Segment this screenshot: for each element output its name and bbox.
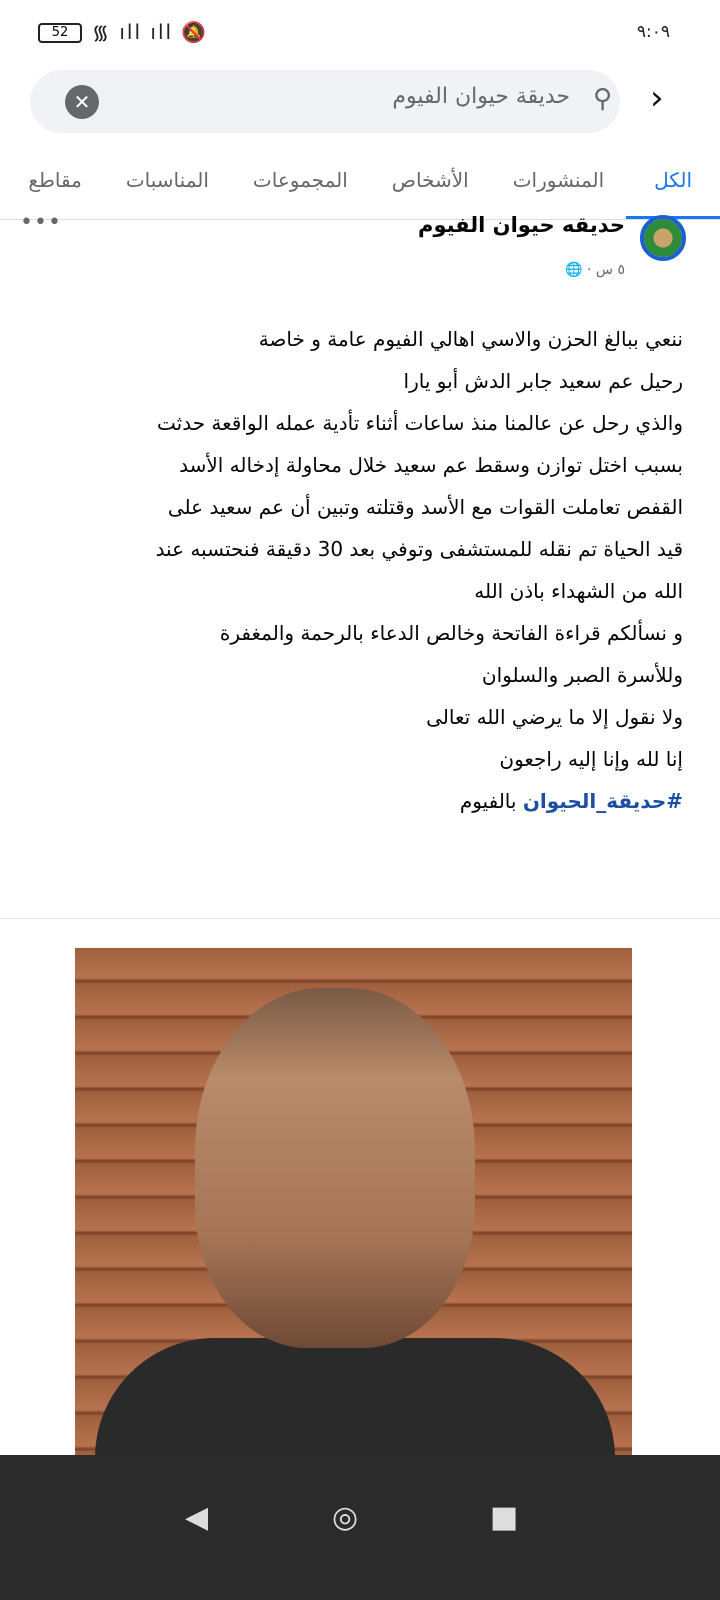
tab-videos[interactable]: مقاطع	[28, 168, 82, 192]
tab-people[interactable]: الأشخاص	[391, 168, 469, 192]
globe-icon: 🌐	[565, 262, 583, 278]
text-line: القفص تعاملت القوات مع الأسد وقتلته وتبين أن عم سعيد على	[167, 495, 683, 519]
text-line: و نسألكم قراءة الفاتحة وخالص الدعاء بالرحمة والمغفرة	[219, 621, 683, 645]
post-author[interactable]: حديقه حيوان الفيوم	[418, 213, 625, 237]
text-line: قيد الحياة تم نقله للمستشفى وتوفي بعد 30 دقيقة فنحتسبه عند	[155, 537, 683, 561]
text-line: رحيل عم سعيد جابر الدش أبو يارا	[403, 369, 683, 393]
search-input[interactable]: حديقة حيوان الفيوم	[392, 84, 570, 109]
clock: ٩:٠٩	[636, 22, 670, 42]
post-photo[interactable]	[75, 948, 632, 1455]
more-options-icon[interactable]: •••	[20, 210, 62, 235]
hashtag-suffix: بالفيوم	[459, 789, 523, 813]
tab-all[interactable]: الكل	[626, 160, 720, 220]
text-line: ولا نقول إلا ما يرضي الله تعالى	[426, 705, 683, 729]
home-nav-icon[interactable]: ◎	[332, 1500, 359, 1535]
back-button[interactable]: ›	[650, 78, 664, 118]
tab-posts[interactable]: المنشورات	[512, 168, 605, 192]
status-bar	[0, 0, 720, 60]
tab-events[interactable]: المناسبات	[125, 168, 209, 192]
text-line: والذي رحل عن عالمنا منذ ساعات أثناء تأدية عمله الواقعة حدثت	[156, 411, 683, 435]
photo-face	[195, 988, 475, 1348]
search-icon: ⚲	[592, 84, 612, 114]
tab-groups[interactable]: المجموعات	[252, 168, 348, 192]
battery-icon: 52	[38, 23, 82, 43]
text-line: ننعي ببالغ الحزن والاسي اهالي الفيوم عامة و خاصة	[258, 327, 683, 351]
navigation-bar	[0, 1455, 720, 1600]
photo-shirt	[95, 1338, 615, 1455]
text-line: الله من الشهداء باذن الله	[474, 579, 683, 603]
signal-icons: ᯾ ıll ıll 🔕	[92, 20, 209, 44]
text-line: إنا لله وإنا إليه راجعون	[499, 747, 683, 771]
back-nav-icon[interactable]: ◀	[185, 1500, 209, 1535]
clear-icon[interactable]: ✕	[65, 85, 99, 119]
filter-tabs	[0, 160, 720, 220]
text-line: بسبب اختل توازن وسقط عم سعيد خلال محاولة إدخاله الأسد	[179, 453, 683, 477]
post-time: ٥ س ·	[587, 262, 625, 278]
post-text	[23, 318, 683, 822]
search-bar[interactable]	[30, 70, 620, 133]
divider	[0, 918, 720, 919]
page-avatar[interactable]	[640, 215, 686, 289]
post-meta	[565, 262, 625, 278]
hashtag-link[interactable]: #حديقة_الحيوان	[522, 789, 683, 813]
text-line: وللأسرة الصبر والسلوان	[481, 663, 683, 687]
recents-nav-icon[interactable]: ■	[490, 1500, 519, 1535]
